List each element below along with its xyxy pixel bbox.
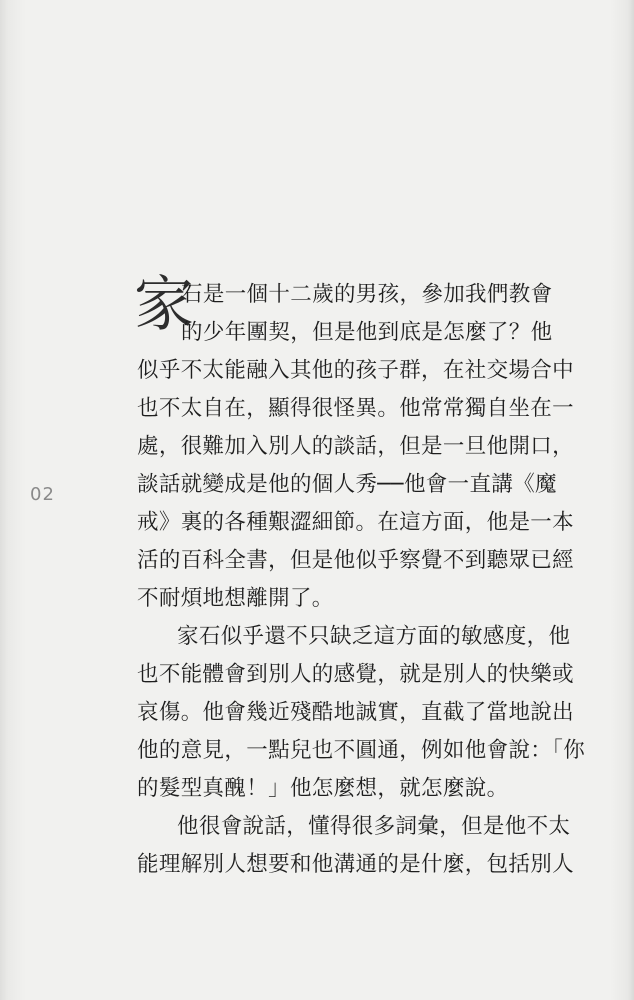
text-line: 活的百科全書，但是他似乎察覺不到聽眾已經 [137, 548, 575, 573]
page-number: 02 [30, 484, 55, 505]
text-line: 家石似乎還不只缺乏這方面的敏感度，他 [177, 624, 571, 649]
text-line: 石是一個十二歲的男孩，參加我們教會 [181, 282, 553, 307]
text-line: 的髮型真醜！」他怎麼想，就怎麼說。 [137, 776, 509, 801]
text-line: 他的意見，一點兒也不圓通，例如他會說：「你 [137, 738, 586, 763]
dropcap: 家 [134, 270, 194, 340]
text-line: 能理解別人想要和他溝通的是什麼，包括別人 [137, 852, 575, 877]
text-line: 處，很難加入別人的談話，但是一旦他開口， [137, 434, 575, 459]
text-line: 似乎不太能融入其他的孩子群，在社交場合中 [137, 358, 575, 383]
text-line: 哀傷。他會幾近殘酷地誠實，直截了當地說出 [137, 700, 575, 725]
text-line: 他很會說話，懂得很多詞彙，但是他不太 [177, 814, 571, 839]
text-line: 的少年團契，但是他到底是怎麼了？他 [181, 320, 553, 345]
text-line: 也不能體會到別人的感覺，就是別人的快樂或 [137, 662, 575, 687]
text-line: 戒》裏的各種艱澀細節。在這方面，他是一本 [137, 510, 575, 535]
text-line: 談話就變成是他的個人秀──他會一直講《魔 [137, 472, 557, 497]
text-line: 也不太自在，顯得很怪異。他常常獨自坐在一 [137, 396, 575, 421]
text-line: 不耐煩地想離開了。 [137, 586, 334, 611]
